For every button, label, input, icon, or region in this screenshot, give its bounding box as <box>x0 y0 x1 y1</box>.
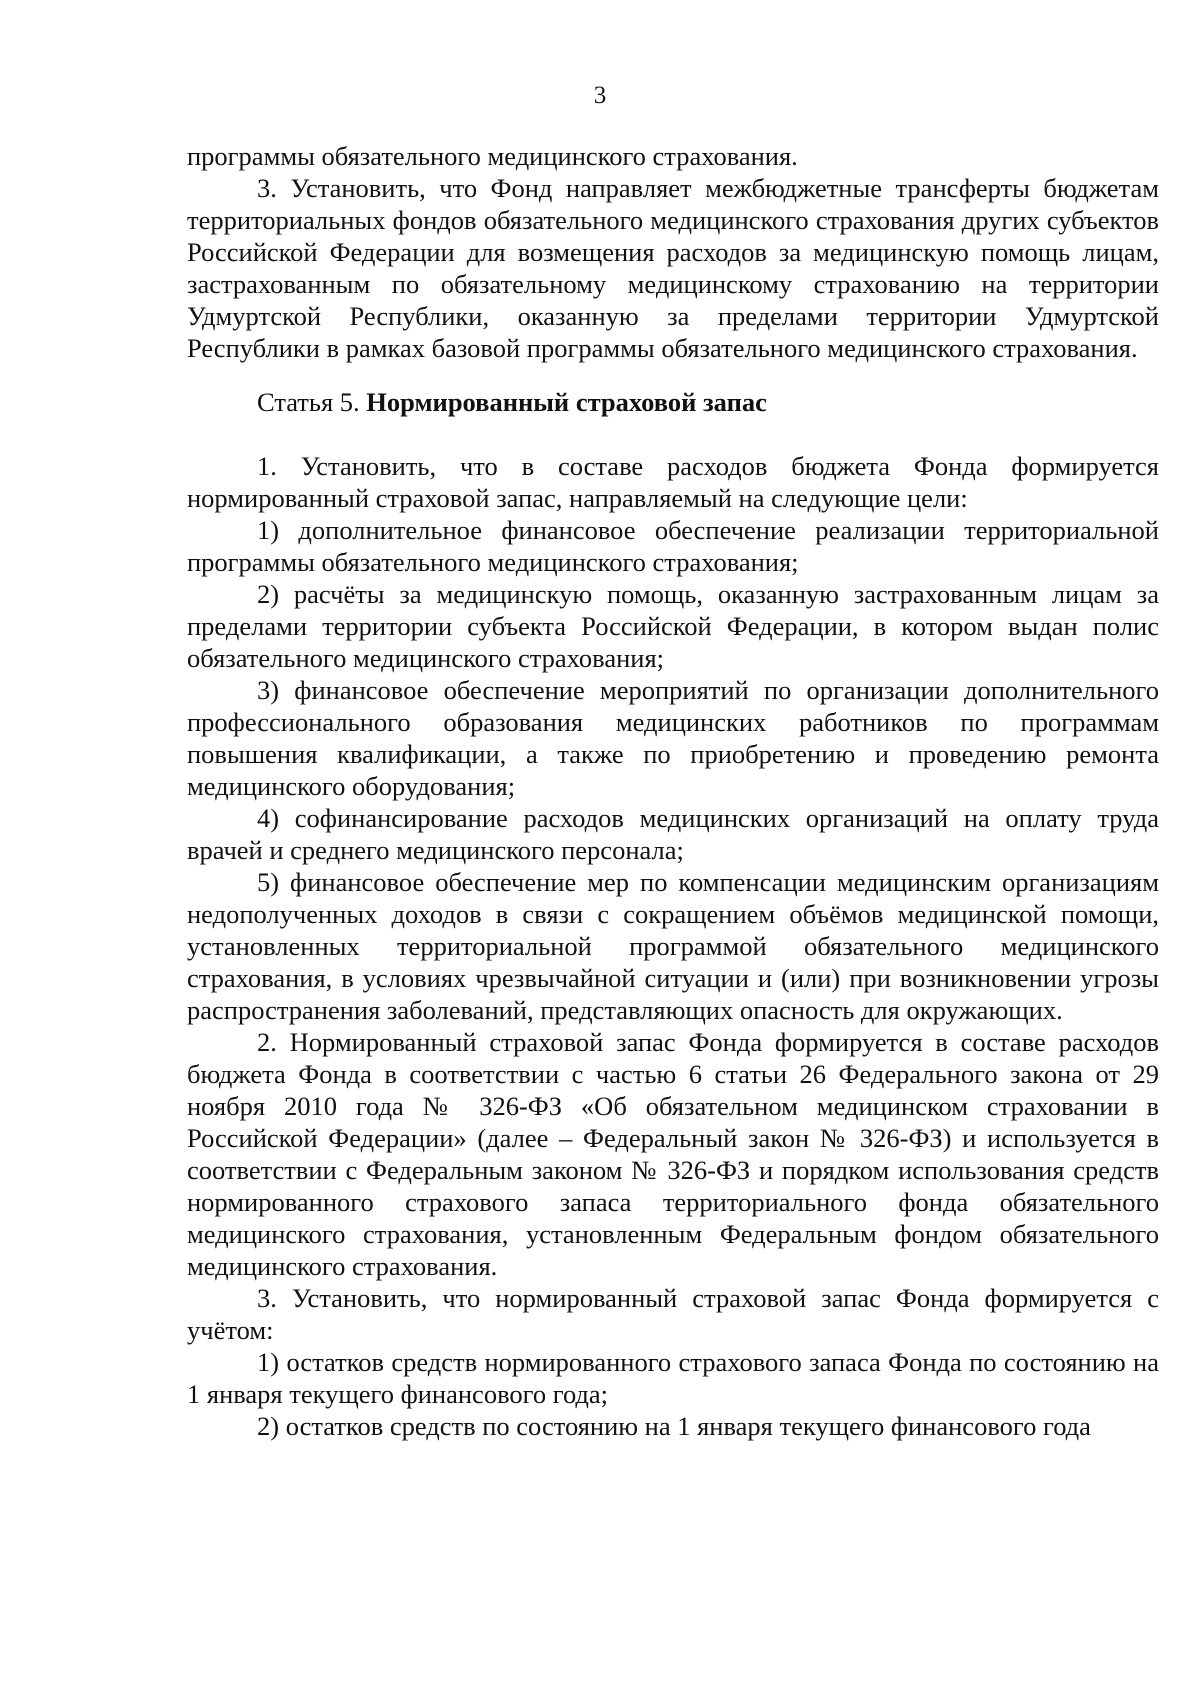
article-title: Нормированный страховой запас <box>366 387 767 417</box>
paragraph-subitem-5: 5) финансовое обеспечение мер по компенсации медицинским организациям недополученных доходов в связи с сокращением объёмов медицинской помощи, установленных территориальной программой обязательного медицинского страхования, в условиях чрезвычайной ситуации и (или) при возникновении угрозы распространения заболеваний, представляющих опасность для окружающих. <box>187 867 1159 1025</box>
paragraph-clause-1: 1. Установить, что в составе расходов бюджета Фонда формируется нормированный страховой запас, направляемый на следующие цели: <box>187 451 1159 513</box>
paragraph-clause-3-subitem-2: 2) остатков средств по состоянию на 1 января текущего финансового года <box>257 1411 1091 1441</box>
paragraph-clause-3-subitem-1: 1) остатков средств нормированного страхового запаса Фонда по состоянию на 1 января текущего финансового года; <box>187 1347 1159 1409</box>
paragraph-subitem-4: 4) софинансирование расходов медицинских организаций на оплату труда врачей и среднего медицинского персонала; <box>187 803 1159 865</box>
paragraph-subitem-2: 2) расчёты за медицинскую помощь, оказанную застрахованным лицам за пределами территории субъекта Российской Федерации, в котором выдан полис обязательного медицинского страхования; <box>187 579 1159 673</box>
paragraph-subitem-1: 1) дополнительное финансовое обеспечение реализации территориальной программы обязательного медицинского страхования; <box>187 515 1159 577</box>
page-number: 3 <box>593 82 607 109</box>
article-label: Статья 5. <box>257 387 360 417</box>
paragraph-continuation: программы обязательного медицинского страхования. <box>187 141 798 171</box>
article-heading <box>187 386 1159 418</box>
paragraph-clause-3: 3. Установить, что нормированный страховой запас Фонда формируется с учётом: <box>187 1283 1159 1345</box>
paragraph-subitem-3: 3) финансовое обеспечение мероприятий по организации дополнительного профессионального образования медицинских работников по программам повышения квалификации, а также по приобретению и проведению ремонта медицинского оборудования; <box>187 675 1159 801</box>
document-body <box>187 140 1159 1442</box>
paragraph-item-3: 3. Установить, что Фонд направляет межбюджетные трансферты бюджетам территориальных фондов обязательного медицинского страхования других субъектов Российской Федерации для возмещения расходов за медицинскую помощь лицам, застрахованным по обязательному медицинскому страхованию на территории Удмуртской Республики, оказанную за пределами территории Удмуртской Республики в рамках базовой программы обязательного медицинского страхования. <box>187 173 1159 363</box>
paragraph-clause-2: 2. Нормированный страховой запас Фонда формируется в составе расходов бюджета Фонда в соответствии с частью 6 статьи 26 Федерального закона от 29 ноября 2010 года № 326-ФЗ «Об обязательном медицинском страховании в Российской Федерации» (далее – Федеральный закон № 326-ФЗ) и используется в соответствии с Федеральным законом № 326-ФЗ и порядком использования средств нормированного страхового запаса территориального фонда обязательного медицинского страхования, установленным Федеральным фондом обязательного медицинского страхования. <box>187 1027 1159 1281</box>
